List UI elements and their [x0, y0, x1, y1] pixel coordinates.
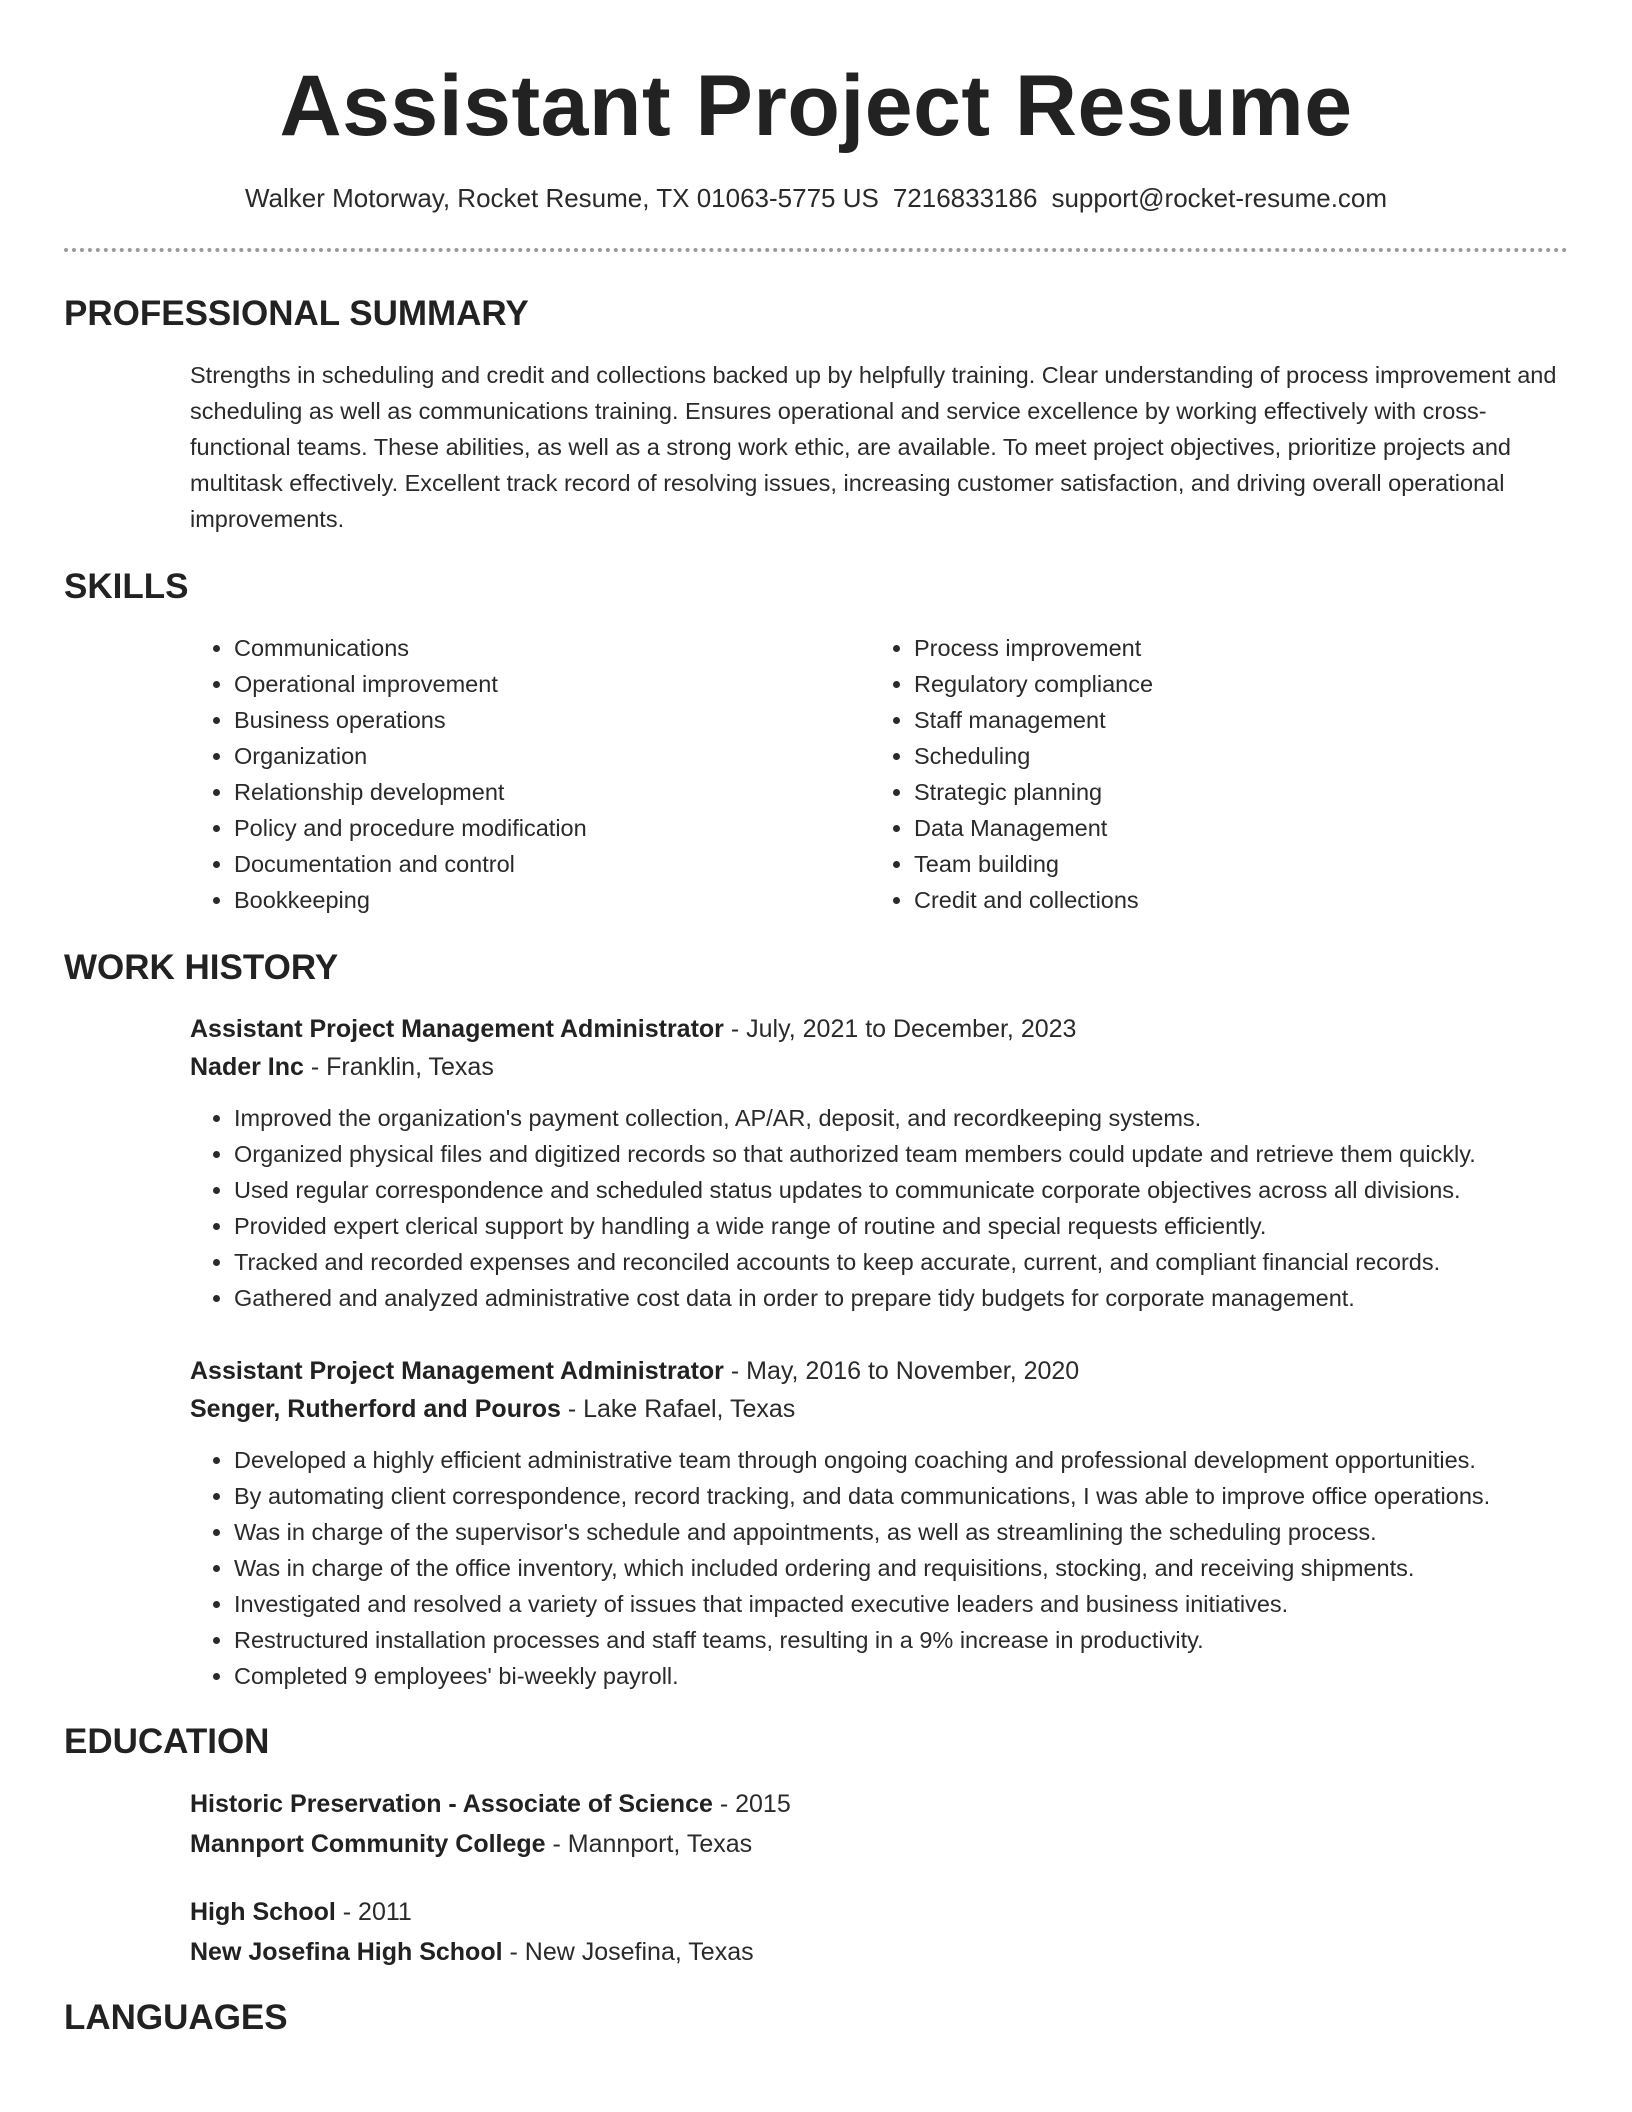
- job-bullet: • Used regular correspondence and scheduled status updates to communicate corporate objectives across all divisions.: [234, 1172, 1568, 1208]
- job-bullet: • Developed a highly efficient administrative team through ongoing coaching and professional development opportunities.: [234, 1442, 1568, 1478]
- job-bullets: [190, 1100, 1568, 1316]
- education-year: - 2011: [342, 1898, 412, 1926]
- skill-item: • Communications: [234, 630, 870, 666]
- header-divider: [64, 248, 1568, 252]
- skills-section: [64, 630, 1568, 918]
- job-location: - Lake Rafael, Texas: [567, 1395, 796, 1423]
- summary-section: [64, 357, 1568, 537]
- education-heading: EDUCATION: [64, 1722, 270, 1761]
- education-location: - Mannport, Texas: [552, 1830, 753, 1858]
- education-entry: [64, 1784, 1568, 1864]
- job-bullets: [190, 1442, 1568, 1694]
- skill-item: • Bookkeeping: [234, 882, 870, 918]
- education-degree-line: [190, 1784, 1568, 1824]
- job-role: Assistant Project Management Administrator: [190, 1015, 724, 1043]
- contact-email: support@rocket-resume.com: [1051, 183, 1388, 213]
- job-dates: - July, 2021 to December, 2023: [730, 1015, 1077, 1043]
- skill-item: • Staff management: [914, 702, 1550, 738]
- job-bullet: • Was in charge of the office inventory, which included ordering and requisitions, stocking, and receiving shipments.: [234, 1550, 1568, 1586]
- skill-item: • Operational improvement: [234, 666, 870, 702]
- job-entry: [64, 1352, 1568, 1694]
- skill-item: • Data Management: [914, 810, 1550, 846]
- resume-title: Assistant Project Resume: [279, 58, 1353, 154]
- summary-heading: PROFESSIONAL SUMMARY: [64, 294, 529, 333]
- job-entry: [64, 1010, 1568, 1316]
- contact-address: Walker Motorway, Rocket Resume, TX 01063-5775 US: [244, 183, 879, 213]
- skill-item: • Organization: [234, 738, 870, 774]
- education-entry: [64, 1892, 1568, 1972]
- job-bullet: • Restructured installation processes and staff teams, resulting in a 9% increase in productivity.: [234, 1622, 1568, 1658]
- job-bullet: • Was in charge of the supervisor's schedule and appointments, as well as streamlining the scheduling process.: [234, 1514, 1568, 1550]
- job-bullet: • Completed 9 employees' bi-weekly payroll.: [234, 1658, 1568, 1694]
- job-company-line: [190, 1048, 1568, 1086]
- skill-item: • Policy and procedure modification: [234, 810, 870, 846]
- education-degree-line: [190, 1892, 1568, 1932]
- job-company-line: [190, 1390, 1568, 1428]
- job-title-line: [190, 1352, 1568, 1390]
- skill-item: • Regulatory compliance: [914, 666, 1550, 702]
- skill-item: • Strategic planning: [914, 774, 1550, 810]
- skill-item: • Scheduling: [914, 738, 1550, 774]
- skill-item: • Process improvement: [914, 630, 1550, 666]
- skill-item: • Business operations: [234, 702, 870, 738]
- skill-item: • Documentation and control: [234, 846, 870, 882]
- education-school-line: [190, 1932, 1568, 1972]
- contact-line: [64, 182, 1568, 214]
- job-company: Senger, Rutherford and Pouros: [190, 1395, 561, 1423]
- languages-heading: LANGUAGES: [64, 1998, 288, 2037]
- job-role: Assistant Project Management Administrator: [190, 1357, 724, 1385]
- education-degree: High School: [190, 1898, 336, 1926]
- education-degree: Historic Preservation - Associate of Science: [190, 1790, 713, 1818]
- job-title-line: [190, 1010, 1568, 1048]
- job-bullet: • Investigated and resolved a variety of issues that impacted executive leaders and business initiatives.: [234, 1586, 1568, 1622]
- education-school-line: [190, 1824, 1568, 1864]
- skills-list-right: [870, 630, 1550, 918]
- job-bullet: • Gathered and analyzed administrative cost data in order to prepare tidy budgets for corporate management.: [234, 1280, 1568, 1316]
- job-company: Nader Inc: [190, 1053, 304, 1081]
- job-location: - Franklin, Texas: [310, 1053, 494, 1081]
- job-bullet: • Provided expert clerical support by handling a wide range of routine and special requests efficiently.: [234, 1208, 1568, 1244]
- job-bullet: • By automating client correspondence, record tracking, and data communications, I was able to improve office operations.: [234, 1478, 1568, 1514]
- job-bullet: • Tracked and recorded expenses and reconciled accounts to keep accurate, current, and compliant financial records.: [234, 1244, 1568, 1280]
- job-bullet: • Organized physical files and digitized records so that authorized team members could update and retrieve them quickly.: [234, 1136, 1568, 1172]
- skill-item: • Relationship development: [234, 774, 870, 810]
- skills-list-left: [190, 630, 870, 918]
- skill-item: • Team building: [914, 846, 1550, 882]
- summary-text: Strengths in scheduling and credit and collections backed up by helpfully training. Clear understanding of process improvement and scheduling as well as communications training. Ensures operational and service excellence by working effectively with cross-functional teams. These abilities, as well as a strong work ethic, are available. To meet project objectives, prioritize projects and multitask effectively. Excellent track record of resolving issues, increasing customer satisfaction, and driving overall operational improvements.: [190, 362, 1557, 532]
- skills-heading: SKILLS: [64, 567, 189, 606]
- job-bullet: • Improved the organization's payment collection, AP/AR, deposit, and recordkeeping systems.: [234, 1100, 1568, 1136]
- education-year: - 2015: [719, 1790, 791, 1818]
- work-history-heading: WORK HISTORY: [64, 948, 339, 987]
- education-location: - New Josefina, Texas: [509, 1938, 754, 1966]
- job-dates: - May, 2016 to November, 2020: [730, 1357, 1080, 1385]
- contact-phone: 7216833186: [892, 183, 1038, 213]
- skill-item: • Credit and collections: [914, 882, 1550, 918]
- education-school: Mannport Community College: [190, 1830, 546, 1858]
- education-school: New Josefina High School: [190, 1938, 503, 1966]
